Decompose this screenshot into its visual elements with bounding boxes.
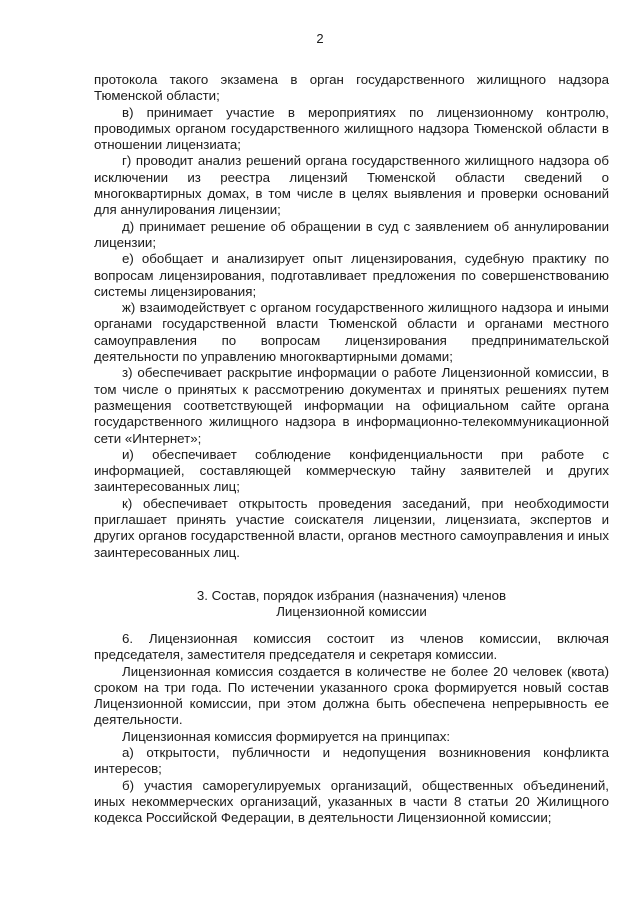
paragraph-6: 6. Лицензионная комиссия состоит из членов комиссии, включая председателя, заместителя председателя и секретаря комиссии. (94, 631, 609, 663)
paragraph-b-continuation: протокола такого экзамена в орган государственного жилищного надзора Тюменской области; (94, 72, 609, 104)
paragraph-i: и) обеспечивает соблюдение конфиденциальности при работе с информацией, составляющей коммерческую тайну заявителей и других заинтересованных лиц; (94, 446, 609, 495)
paragraph-z: з) обеспечивает раскрытие информации о работе Лицензионной комиссии, в том числе о принятых к рассмотрению документах и принятых решениях путем размещения соответствующей информации на официальном сайте органа государственного жилищного надзора в информационно-телекоммуникационной сети «Интернет»; (94, 365, 609, 446)
paragraph-e: е) обобщает и анализирует опыт лицензирования, судебную практику по вопросам лицензирования, подготавливает предложения по совершенствованию системы лицензирования; (94, 251, 609, 299)
paragraph-k: к) обеспечивает открытость проведения заседаний, при необходимости приглашает принять участие соискателя лицензии, лицензиата, экспертов и других органов государственной власти, органов местного самоуправления и иных заинтересованных лиц. (94, 495, 609, 560)
section-2-continuation (94, 72, 609, 561)
section-3-heading-line-2: Лицензионной комиссии (276, 604, 427, 620)
paragraph-v: в) принимает участие в мероприятиях по лицензионному контролю, проводимых органом государственного жилищного надзора Тюменской области в отношении лицензиата; (94, 104, 609, 153)
paragraph-g: г) проводит анализ решений органа государственного жилищного надзора об исключении из реестра лицензий Тюменской области сведений о многоквартирных домах, в том числе в целях выявления и проверки оснований для аннулирования лицензии; (94, 153, 609, 218)
section-3-body (94, 631, 609, 827)
paragraph-principle-b: б) участия саморегулируемых организаций, общественных объединений, иных некоммерческих организаций, указанных в части 8 статьи 20 Жилищного кодекса Российской Федерации, в деятельности Лицензионной комиссии; (94, 777, 609, 826)
paragraph-d: д) принимает решение об обращении в суд с заявлением об аннулировании лицензии; (94, 218, 609, 250)
page-number: 2 (316, 31, 324, 46)
paragraph-principles-intro: Лицензионная комиссия формируется на принципах: (122, 728, 451, 744)
paragraph-principle-a: а) открытости, публичности и недопущения возникновения конфликта интересов; (94, 745, 609, 777)
paragraph-quota: Лицензионная комиссия создается в количестве не более 20 человек (квота) сроком на три года. По истечении указанного срока формируется новый состав Лицензионной комиссии, при этом должна быть обеспечена непрерывность ее деятельности. (94, 663, 609, 728)
section-3-heading (94, 588, 609, 621)
paragraph-zh: ж) взаимодействует с органом государственного жилищного надзора и иными органами государственной власти Тюменской области и органами местного самоуправления по вопросам лицензирования предпринимательской деятельности по управлению многоквартирными домами; (94, 300, 609, 365)
section-3-heading-line-1: 3. Состав, порядок избрания (назначения) членов (196, 588, 507, 603)
